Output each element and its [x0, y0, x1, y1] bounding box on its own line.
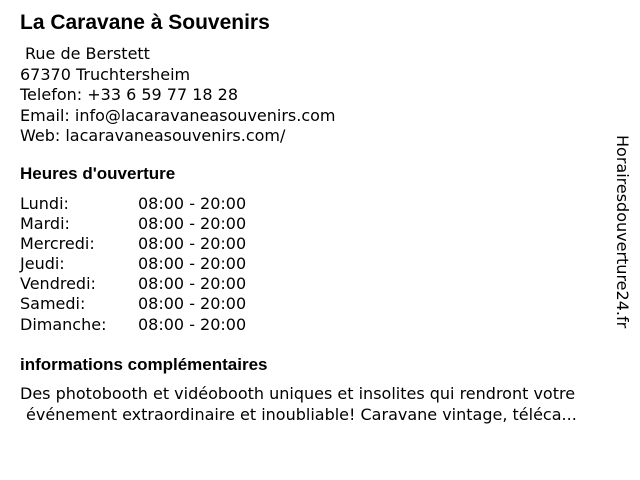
hours-row-wednesday — [20, 234, 278, 254]
day-label: Vendredi: — [20, 274, 96, 294]
day-label: Samedi: — [20, 294, 86, 314]
time-range: 08:00 - 20:00 — [138, 294, 247, 314]
business-name: La Caravane à Souvenirs — [20, 11, 270, 34]
day-label: Mercredi: — [20, 234, 95, 254]
hours-table — [20, 194, 278, 335]
day-label: Mardi: — [20, 214, 70, 234]
info-line: Des photobooth et vidéobooth uniques et insolites qui rendront votre — [20, 384, 576, 403]
day-label: Jeudi: — [20, 254, 65, 274]
hours-row-monday — [20, 194, 278, 214]
hours-row-friday — [20, 274, 278, 294]
time-range: 08:00 - 20:00 — [138, 274, 247, 294]
contact-block — [20, 44, 336, 147]
email-address: Email: info@lacaravaneasouvenirs.com — [20, 105, 336, 125]
hours-row-sunday — [20, 315, 278, 335]
hours-heading: Heures d'ouverture — [20, 164, 176, 183]
time-range: 08:00 - 20:00 — [138, 214, 247, 234]
phone-number: Telefon: +33 6 59 77 18 28 — [20, 85, 239, 104]
street-address: Rue de Berstett — [25, 44, 150, 63]
watermark-text: Horairesdouverture24.fr — [613, 135, 632, 329]
hours-row-thursday — [20, 254, 278, 274]
day-label: Lundi: — [20, 194, 69, 213]
time-range: 08:00 - 20:00 — [138, 234, 247, 254]
info-heading: informations complémentaires — [20, 355, 268, 374]
website: Web: lacaravaneasouvenirs.com/ — [20, 126, 286, 145]
hours-row-saturday — [20, 294, 278, 314]
info-line: événement extraordinaire et inoubliable! Caravane vintage, téléca... — [26, 405, 577, 424]
day-label: Dimanche: — [20, 314, 107, 334]
time-range: 08:00 - 20:00 — [138, 254, 247, 274]
city-postal: 67370 Truchtersheim — [20, 64, 191, 84]
time-range: 08:00 - 20:00 — [138, 194, 247, 213]
time-range: 08:00 - 20:00 — [138, 314, 247, 334]
hours-row-tuesday — [20, 214, 278, 234]
info-description — [20, 383, 624, 425]
